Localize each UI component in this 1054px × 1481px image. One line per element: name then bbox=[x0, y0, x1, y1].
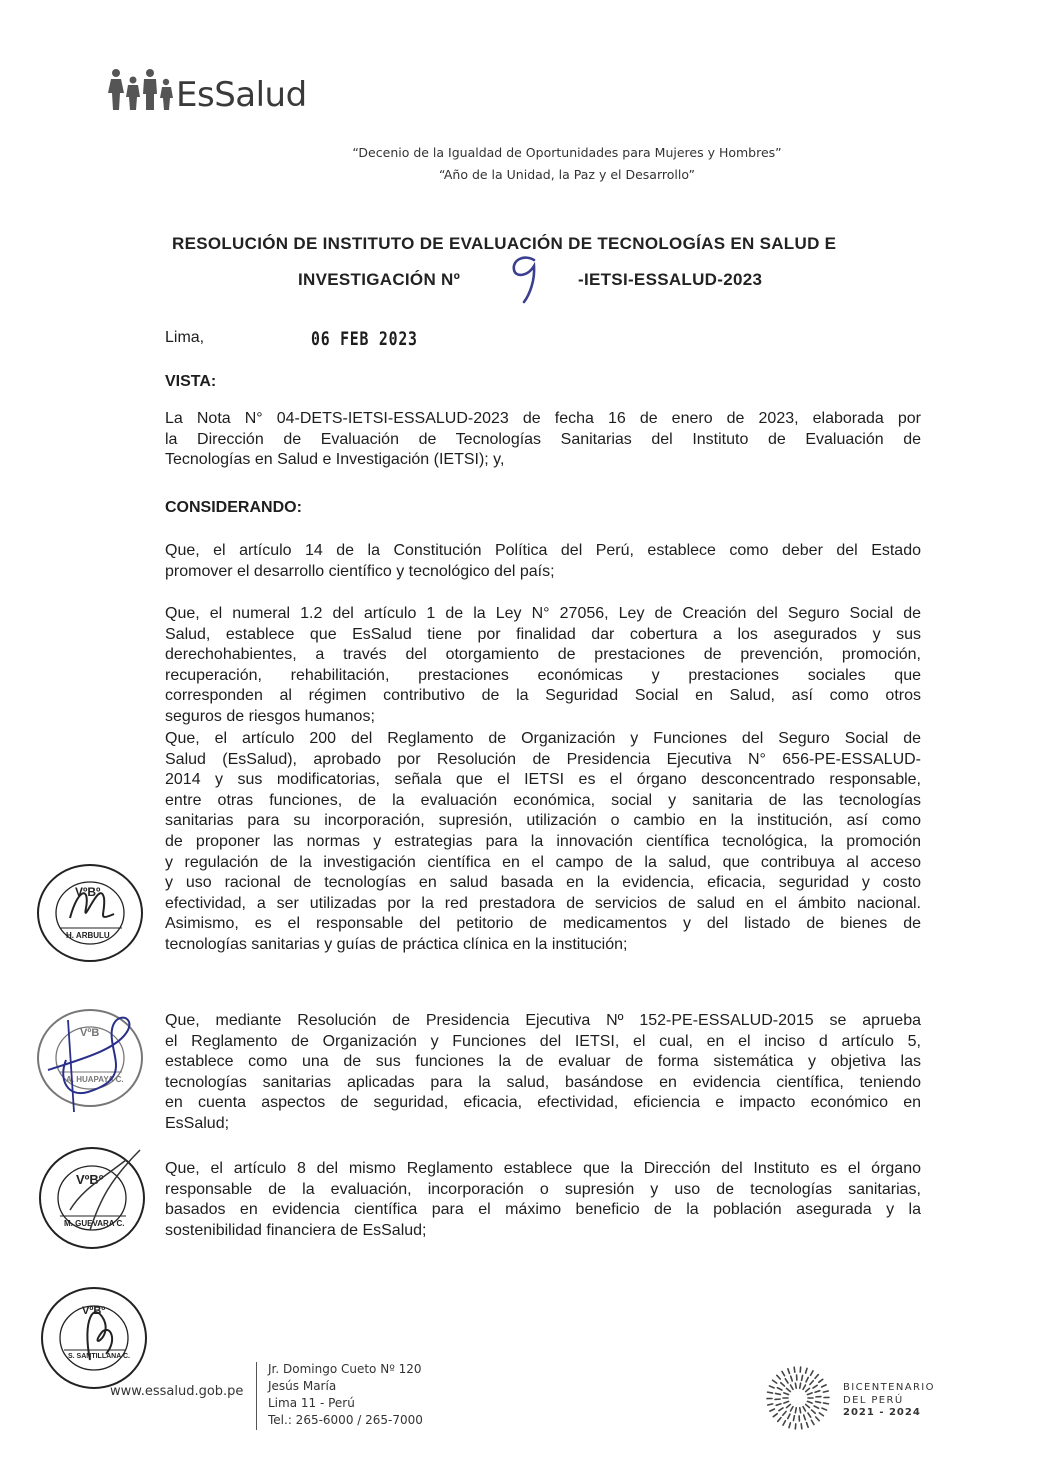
emblem-ray bbox=[804, 1415, 806, 1420]
emblem-ray bbox=[800, 1383, 801, 1388]
emblem-ray bbox=[806, 1368, 807, 1373]
approval-stamp-legal bbox=[30, 858, 150, 968]
emblem-ray bbox=[788, 1369, 790, 1374]
text-line: corresponden al régimen contributivo de la Seguridad Social en Salud, así como otros bbox=[165, 687, 921, 705]
paragraph-articulo-8 bbox=[165, 1159, 921, 1241]
emblem-ray bbox=[785, 1379, 788, 1383]
paragraph-constitucion bbox=[165, 541, 921, 582]
emblem-ray bbox=[815, 1391, 820, 1393]
bicentenario-years: 2021 - 2024 bbox=[843, 1407, 921, 1418]
logo-text: EsSalud bbox=[176, 75, 307, 115]
paragraph-resolucion-152 bbox=[165, 1011, 921, 1135]
text-line: derechohabientes, a través del otorgamiento de prestaciones de prevención, promoción, bbox=[165, 646, 921, 664]
emblem-ray bbox=[788, 1414, 790, 1418]
considerando-heading: CONSIDERANDO: bbox=[165, 499, 302, 516]
emblem-ray bbox=[782, 1371, 785, 1375]
text-line: Tecnologías en Salud e Investigación (IETSI); y, bbox=[165, 451, 505, 469]
emblem-ray bbox=[787, 1388, 791, 1391]
text-line: entre otras funciones, de la evaluación económica, social y sanitaria de las tecnologías bbox=[165, 791, 921, 809]
vista-heading: VISTA: bbox=[165, 373, 217, 390]
emblem-ray bbox=[783, 1421, 785, 1425]
bicentenario-label bbox=[843, 1382, 935, 1420]
bicentenario-line: DEL PERÚ bbox=[843, 1394, 904, 1406]
text-line: Que, mediante Resolución de Presidencia Ejecutiva Nº 152-PE-ESSALUD-2015 se aprueba bbox=[165, 1012, 921, 1029]
text-line: seguros de riesgos humanos; bbox=[165, 707, 375, 725]
text-line: La Nota N° 04-DETS-IETSI-ESSALUD-2023 de fecha 16 de enero de 2023, elaborada por bbox=[165, 410, 921, 427]
bicentenario-line: BICENTENARIO bbox=[843, 1382, 935, 1393]
emblem-ray bbox=[806, 1388, 810, 1391]
emblem-ray bbox=[795, 1383, 796, 1388]
emblem-ray bbox=[789, 1423, 790, 1428]
svg-text:M. GUEVARA C.: M. GUEVARA C. bbox=[64, 1219, 125, 1228]
emblem-ray bbox=[768, 1404, 773, 1405]
text-line: establece como una de sus funciones la de evaluar de forma sistemática y objetiva las bbox=[165, 1053, 921, 1071]
text-line: Salud (EsSalud), aprobado por Resolución de Presidencia Ejecutiva N° 656-PE-ESSALUD- bbox=[165, 750, 921, 768]
text-line: Asimismo, es el responsable del petitorio de medicamentos y del listado de bienes de bbox=[165, 915, 921, 933]
motto-decenio: “Decenio de la Igualdad de Oportunidades para Mujeres y Hombres” bbox=[352, 145, 782, 160]
text-line: basados en evidencia científica para el máximo beneficio de la población asegurada y la bbox=[165, 1201, 921, 1219]
svg-text:A. HUAPAYA C.: A. HUAPAYA C. bbox=[66, 1075, 124, 1084]
emblem-ray bbox=[816, 1402, 821, 1403]
emblem-ray bbox=[779, 1408, 783, 1411]
paragraph-vista bbox=[165, 409, 921, 471]
text-line: EsSalud; bbox=[165, 1114, 230, 1132]
svg-text:VºBº: VºBº bbox=[76, 1172, 104, 1187]
emblem-ray bbox=[819, 1413, 823, 1416]
emblem-ray bbox=[815, 1375, 818, 1379]
text-line: Salud, establece que EsSalud tiene por finalidad dar cobertura a los asegurados y sus bbox=[165, 625, 921, 643]
address-line: Jr. Domingo Cueto Nº 120 bbox=[268, 1362, 422, 1376]
emblem-ray bbox=[811, 1410, 815, 1413]
address-line: Jesús María bbox=[268, 1379, 337, 1393]
emblem-ray bbox=[791, 1407, 794, 1411]
emblem-ray bbox=[822, 1408, 827, 1410]
emblem-ray bbox=[784, 1401, 789, 1403]
text-line: 2014 y sus modificatorias, señala que el IETSI es el órgano desconcentrado responsable, bbox=[165, 771, 921, 789]
text-line: Que, el numeral 1.2 del artículo 1 de la Ley N° 27056, Ley de Creación del Seguro Social de bbox=[165, 605, 921, 622]
text-line: la Dirección de Evaluación de Tecnologías Sanitarias del Instituto de Evaluación de bbox=[165, 430, 921, 448]
svg-text:H. ARBULU: H. ARBULU bbox=[66, 931, 110, 940]
emblem-ray bbox=[784, 1393, 789, 1395]
text-line: y uso racional de tecnologías en salud basada en la evidencia, eficacia, seguridad y costo bbox=[165, 874, 921, 892]
address-line: Lima 11 - Perú bbox=[268, 1396, 355, 1410]
approval-stamp-subgerencia bbox=[30, 1140, 154, 1258]
emblem-ray bbox=[801, 1424, 802, 1429]
svg-text:VºBº: VºBº bbox=[82, 1305, 106, 1317]
address-line: Tel.: 265-6000 / 265-7000 bbox=[268, 1413, 423, 1427]
emblem-ray bbox=[806, 1423, 808, 1428]
resolution-title-line-2-prefix: INVESTIGACIÓN Nº bbox=[298, 270, 461, 289]
emblem-ray bbox=[807, 1401, 812, 1403]
emblem-ray bbox=[811, 1371, 813, 1375]
emblem-ray bbox=[770, 1409, 775, 1411]
emblem-ray bbox=[819, 1379, 823, 1382]
resolution-title-line-2-suffix: -IETSI-ESSALUD-2023 bbox=[578, 270, 763, 289]
text-line: Que, el artículo 200 del Reglamento de Organización y Funciones del Seguro Social de bbox=[165, 730, 921, 747]
emblem-ray bbox=[791, 1376, 793, 1381]
text-line: de proponer las normas y estrategias para la innovación científica tecnológica, la promoción bbox=[165, 832, 921, 850]
emblem-ray bbox=[823, 1391, 828, 1392]
approval-stamp-direccion bbox=[32, 1280, 156, 1398]
emblem-ray bbox=[824, 1403, 829, 1404]
emblem-ray bbox=[781, 1383, 785, 1386]
emblem-ray bbox=[776, 1404, 781, 1406]
text-line: Que, el artículo 8 del mismo Reglamento establece que la Dirección del Instituto es el órgano bbox=[165, 1160, 921, 1177]
emblem-ray bbox=[806, 1377, 808, 1381]
emblem-ray bbox=[803, 1407, 806, 1411]
svg-text:S. SANTILLANA C.: S. SANTILLANA C. bbox=[68, 1353, 130, 1360]
date-stamp: 06 FEB 2023 bbox=[311, 328, 418, 350]
emblem-ray bbox=[822, 1385, 827, 1387]
emblem-ray bbox=[813, 1385, 817, 1388]
emblem-ray bbox=[777, 1388, 781, 1390]
text-line: sanitarias para su incorporación, supresión, utilización o cambio en la institución, así como bbox=[165, 812, 921, 830]
emblem-ray bbox=[778, 1418, 781, 1422]
text-line: el Reglamento de Organización y Funciones del IETSI, el cual, en el inciso d artículo 5, bbox=[165, 1032, 921, 1050]
emblem-ray bbox=[802, 1375, 803, 1380]
paragraph-articulo-200 bbox=[165, 729, 921, 956]
text-line: sostenibilidad financiera de EsSalud; bbox=[165, 1221, 427, 1239]
text-line: promover el desarrollo científico y tecnológico del país; bbox=[165, 562, 555, 580]
emblem-ray bbox=[806, 1404, 810, 1407]
svg-text:VºB: VºB bbox=[80, 1027, 100, 1039]
emblem-ray bbox=[814, 1406, 818, 1408]
emblem-ray bbox=[783, 1411, 786, 1415]
emblem-ray bbox=[768, 1392, 773, 1393]
emblem-ray bbox=[807, 1393, 812, 1395]
family-figures-icon bbox=[108, 66, 174, 112]
place-label: Lima, bbox=[165, 329, 205, 346]
emblem-ray bbox=[808, 1413, 811, 1417]
text-line: en cuenta aspectos de seguridad, eficacia, efectividad, eficiencia e impacto económico en bbox=[165, 1094, 921, 1112]
approval-stamp-gerencia bbox=[28, 1000, 158, 1115]
emblem-ray bbox=[793, 1416, 794, 1421]
handwritten-number-9 bbox=[504, 250, 550, 306]
text-line: efectividad, a ser utilizadas por la red prestadora de servicios de salud en el ámbito nacional. bbox=[165, 894, 921, 912]
footer-address bbox=[268, 1361, 423, 1429]
text-line: Que, el artículo 14 de la Constitución Política del Perú, establece como deber del Estado bbox=[165, 542, 921, 559]
emblem-ray bbox=[794, 1367, 795, 1372]
text-line: responsable de la evaluación, incorporación o supresión y uso de tecnologías sanitarias, bbox=[165, 1180, 921, 1198]
emblem-ray bbox=[777, 1375, 780, 1379]
emblem-ray bbox=[775, 1393, 780, 1394]
emblem-ray bbox=[787, 1404, 791, 1407]
essalud-logo bbox=[108, 66, 307, 115]
emblem-ray bbox=[791, 1385, 794, 1389]
emblem-ray bbox=[769, 1386, 774, 1388]
emblem-ray bbox=[803, 1385, 806, 1389]
emblem-ray bbox=[773, 1414, 777, 1417]
footer-divider bbox=[256, 1362, 257, 1430]
text-line: y regulación de la investigación científica en el campo de la salud, que contribuya al acceso bbox=[165, 853, 921, 871]
text-line: recuperación, rehabilitación, prestaciones económicas y prestaciones sociales que bbox=[165, 666, 921, 684]
emblem-ray bbox=[800, 1408, 801, 1413]
footer-website-link[interactable]: www.essalud.gob.pe bbox=[110, 1384, 244, 1399]
text-line: tecnologías sanitarias y guías de práctica clínica en la institución; bbox=[165, 935, 628, 953]
emblem-ray bbox=[816, 1417, 819, 1421]
paragraph-ley-27056 bbox=[165, 604, 921, 728]
bicentenario-emblem-icon bbox=[764, 1364, 832, 1432]
emblem-ray bbox=[795, 1408, 796, 1413]
svg-text:VºBº: VºBº bbox=[75, 885, 101, 899]
emblem-ray bbox=[810, 1381, 813, 1385]
text-line: tecnologías sanitarias aplicadas para la salud, basándose en evidencia científica, teniendo bbox=[165, 1073, 921, 1091]
emblem-ray bbox=[773, 1380, 777, 1383]
motto-anio: “Año de la Unidad, la Paz y el Desarrollo” bbox=[438, 167, 695, 182]
emblem-ray bbox=[811, 1420, 814, 1424]
resolution-title-line-1: RESOLUCIÓN DE INSTITUTO DE EVALUACIÓN DE TECNOLOGÍAS EN SALUD E bbox=[172, 234, 837, 253]
